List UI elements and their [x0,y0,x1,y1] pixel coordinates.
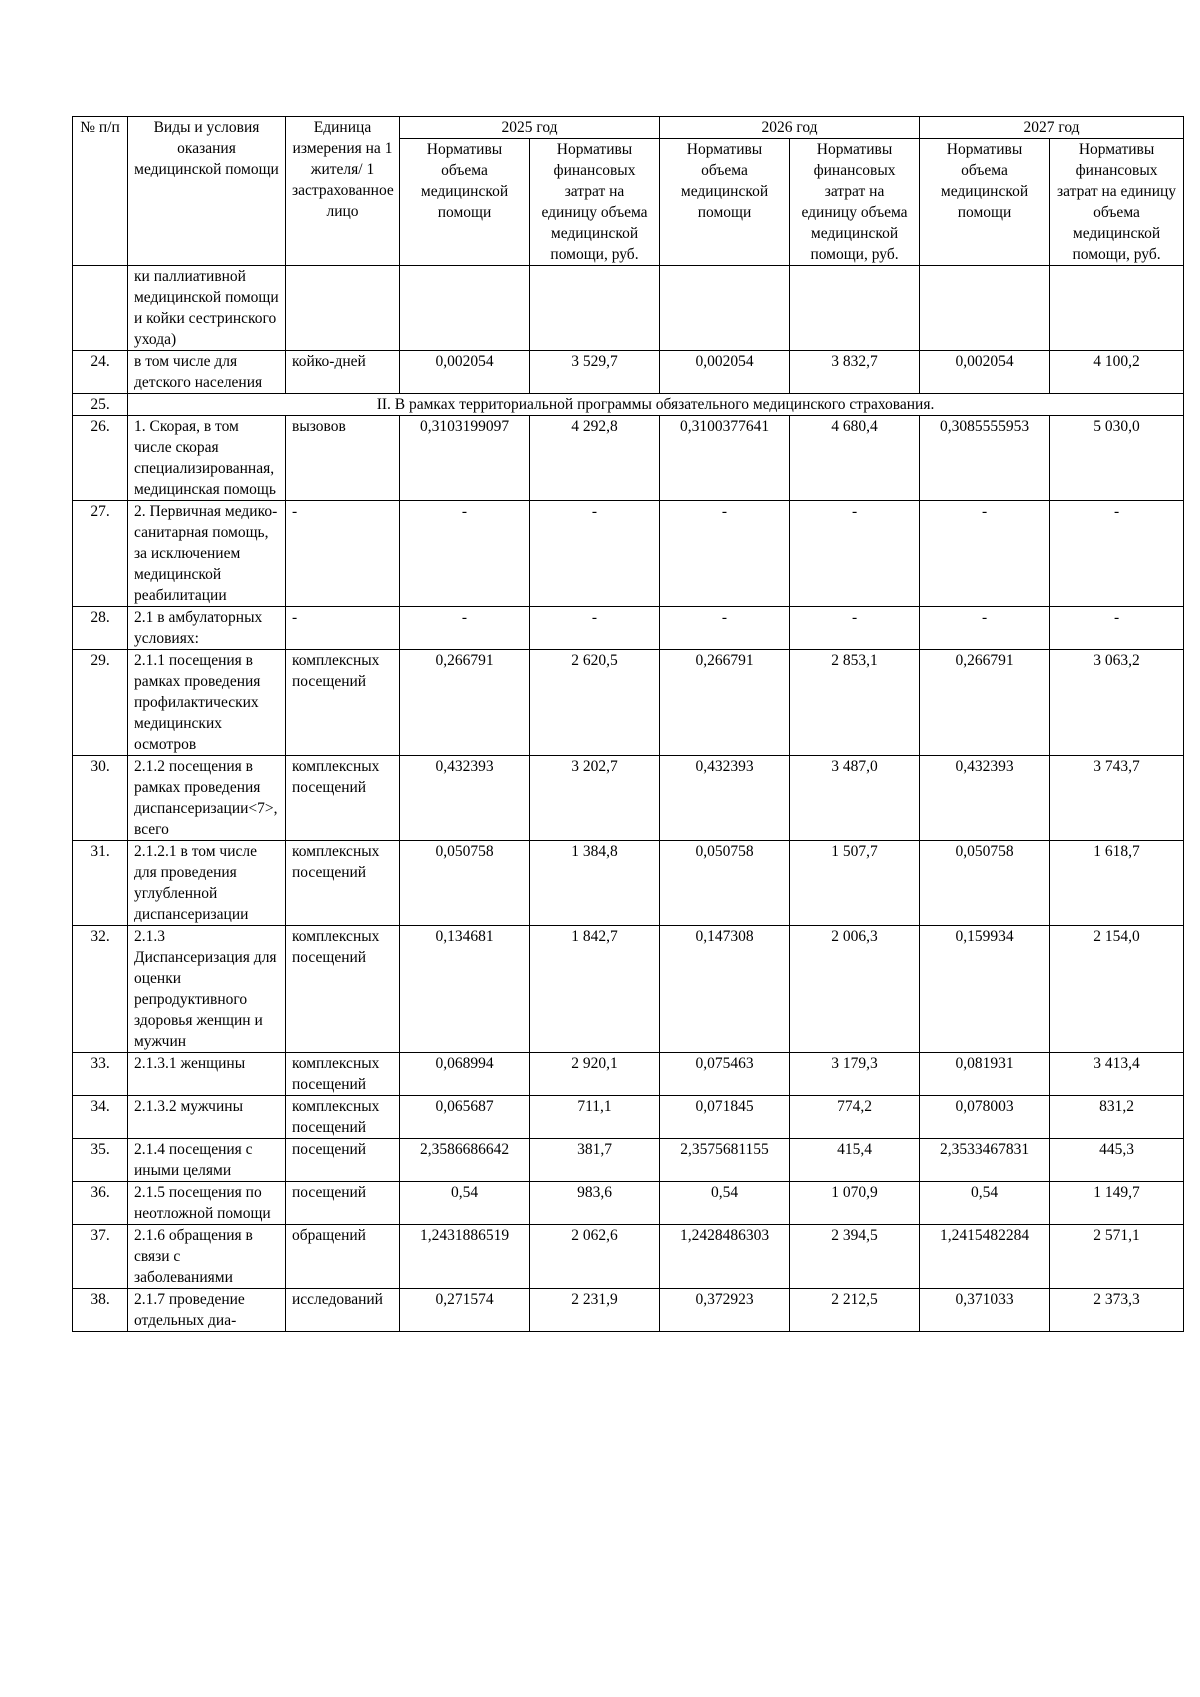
header-cost-2027: Нормативы финансовых затрат на единицу объема медицинской помощи, руб. [1050,139,1184,266]
volume-2025-cell: 0,065687 [400,1096,530,1139]
section-heading: II. В рамках территориальной программы обязательного медицинского страхования. [128,394,1184,416]
cost-2025-cell: 2 062,6 [530,1225,660,1289]
row-number: 25. [73,394,128,416]
unit-cell: комплексных посещений [286,650,400,756]
volume-2027-cell: 1,2415482284 [920,1225,1050,1289]
table-row [73,1289,1184,1332]
cost-2027-cell [1050,266,1184,351]
unit-cell: вызовов [286,416,400,501]
cost-2026-cell: - [790,501,920,607]
row-number: 29. [73,650,128,756]
volume-2026-cell: - [660,607,790,650]
volume-2025-cell: 0,54 [400,1182,530,1225]
volume-2027-cell: 0,081931 [920,1053,1050,1096]
cost-2027-cell: 3 413,4 [1050,1053,1184,1096]
cost-2026-cell [790,266,920,351]
unit-cell: посещений [286,1139,400,1182]
table-row [73,607,1184,650]
row-number: 30. [73,756,128,841]
volume-2026-cell: 0,075463 [660,1053,790,1096]
volume-2025-cell: 0,266791 [400,650,530,756]
cost-2027-cell: 1 149,7 [1050,1182,1184,1225]
cost-2026-cell: 2 394,5 [790,1225,920,1289]
table-row [73,1225,1184,1289]
volume-2026-cell: 0,3100377641 [660,416,790,501]
volume-2025-cell: - [400,501,530,607]
volume-2025-cell [400,266,530,351]
care-type-cell: в том числе для детского населения [128,351,286,394]
norms-table [72,116,1184,1332]
volume-2027-cell: 0,266791 [920,650,1050,756]
volume-2025-cell: 2,3586686642 [400,1139,530,1182]
cost-2025-cell: 983,6 [530,1182,660,1225]
volume-2025-cell: - [400,607,530,650]
cost-2026-cell: 415,4 [790,1139,920,1182]
cost-2025-cell: 4 292,8 [530,416,660,501]
cost-2026-cell: 4 680,4 [790,416,920,501]
cost-2027-cell: 445,3 [1050,1139,1184,1182]
cost-2025-cell: 1 384,8 [530,841,660,926]
row-number: 26. [73,416,128,501]
header-volume-2026: Нормативы объема медицинской помощи [660,139,790,266]
header-unit: Единица измерения на 1 жителя/ 1 застрахованное лицо [286,117,400,266]
volume-2026-cell: - [660,501,790,607]
care-type-cell: 2.1.2 посещения в рамках проведения диспансеризации<7>, всего [128,756,286,841]
volume-2025-cell: 0,3103199097 [400,416,530,501]
volume-2027-cell: 0,159934 [920,926,1050,1053]
volume-2026-cell: 0,050758 [660,841,790,926]
header-year-2026: 2026 год [660,117,920,139]
volume-2025-cell: 0,432393 [400,756,530,841]
volume-2026-cell: 0,54 [660,1182,790,1225]
cost-2025-cell [530,266,660,351]
care-type-cell: 2.1.3 Диспансеризация для оценки репродуктивного здоровья женщин и мужчин [128,926,286,1053]
cost-2027-cell: 2 571,1 [1050,1225,1184,1289]
table-row [73,1096,1184,1139]
cost-2027-cell: 4 100,2 [1050,351,1184,394]
header-cost-2026: Нормативы финансовых затрат на единицу объема медицинской помощи, руб. [790,139,920,266]
cost-2027-cell: 2 373,3 [1050,1289,1184,1332]
volume-2027-cell: 0,54 [920,1182,1050,1225]
volume-2026-cell: 2,3575681155 [660,1139,790,1182]
unit-cell: посещений [286,1182,400,1225]
table-row [73,756,1184,841]
table-row [73,926,1184,1053]
row-number: 33. [73,1053,128,1096]
volume-2027-cell: 0,002054 [920,351,1050,394]
volume-2026-cell: 0,147308 [660,926,790,1053]
volume-2027-cell: 0,078003 [920,1096,1050,1139]
table-row [73,501,1184,607]
cost-2027-cell: 3 063,2 [1050,650,1184,756]
row-number: 38. [73,1289,128,1332]
cost-2025-cell: - [530,501,660,607]
unit-cell: койко-дней [286,351,400,394]
volume-2025-cell: 1,2431886519 [400,1225,530,1289]
volume-2026-cell: 0,266791 [660,650,790,756]
cost-2025-cell: 1 842,7 [530,926,660,1053]
care-type-cell: 2.1.5 посещения по неотложной помощи [128,1182,286,1225]
row-number: 28. [73,607,128,650]
care-type-cell: 2.1.1 посещения в рамках проведения профилактических медицинских осмотров [128,650,286,756]
table-row [73,650,1184,756]
header-cost-2025: Нормативы финансовых затрат на единицу объема медицинской помощи, руб. [530,139,660,266]
volume-2027-cell: - [920,501,1050,607]
row-number: 27. [73,501,128,607]
cost-2026-cell: 1 507,7 [790,841,920,926]
cost-2025-cell: 2 920,1 [530,1053,660,1096]
cost-2027-cell: 2 154,0 [1050,926,1184,1053]
volume-2026-cell: 0,002054 [660,351,790,394]
unit-cell: комплексных посещений [286,1096,400,1139]
header-year-2027: 2027 год [920,117,1184,139]
cost-2027-cell: 831,2 [1050,1096,1184,1139]
table-row [73,1139,1184,1182]
cost-2026-cell: 3 487,0 [790,756,920,841]
cost-2025-cell: 3 529,7 [530,351,660,394]
row-number: 34. [73,1096,128,1139]
volume-2025-cell: 0,068994 [400,1053,530,1096]
unit-cell: исследований [286,1289,400,1332]
row-number: 32. [73,926,128,1053]
cost-2027-cell: - [1050,501,1184,607]
volume-2027-cell: 0,371033 [920,1289,1050,1332]
table-row [73,1053,1184,1096]
table-row [73,841,1184,926]
volume-2025-cell: 0,002054 [400,351,530,394]
cost-2027-cell: - [1050,607,1184,650]
table-row [73,351,1184,394]
row-number: 31. [73,841,128,926]
volume-2025-cell: 0,050758 [400,841,530,926]
volume-2027-cell: 0,050758 [920,841,1050,926]
header-volume-2025: Нормативы объема медицинской помощи [400,139,530,266]
volume-2025-cell: 0,271574 [400,1289,530,1332]
unit-cell: - [286,607,400,650]
care-type-cell: 2. Первичная медико-санитарная помощь, за исключением медицинской реабилитации [128,501,286,607]
header-care-type: Виды и условия оказания медицинской помощи [128,117,286,266]
header-year-2025: 2025 год [400,117,660,139]
cost-2025-cell: - [530,607,660,650]
row-number: 37. [73,1225,128,1289]
volume-2026-cell: 0,432393 [660,756,790,841]
document-page [72,116,1183,1332]
cost-2025-cell: 3 202,7 [530,756,660,841]
unit-cell: - [286,501,400,607]
volume-2027-cell: 2,3533467831 [920,1139,1050,1182]
volume-2026-cell: 0,071845 [660,1096,790,1139]
care-type-cell: 2.1 в амбулаторных условиях: [128,607,286,650]
cost-2025-cell: 2 620,5 [530,650,660,756]
row-number [73,266,128,351]
cost-2026-cell: - [790,607,920,650]
table-body [73,266,1184,1332]
cost-2025-cell: 2 231,9 [530,1289,660,1332]
volume-2025-cell: 0,134681 [400,926,530,1053]
cost-2027-cell: 1 618,7 [1050,841,1184,926]
table-row [73,266,1184,351]
care-type-cell: 2.1.4 посещения с иными целями [128,1139,286,1182]
unit-cell: обращений [286,1225,400,1289]
cost-2026-cell: 2 853,1 [790,650,920,756]
cost-2027-cell: 5 030,0 [1050,416,1184,501]
table-row [73,394,1184,416]
unit-cell [286,266,400,351]
unit-cell: комплексных посещений [286,841,400,926]
row-number: 36. [73,1182,128,1225]
table-row [73,416,1184,501]
cost-2026-cell: 3 179,3 [790,1053,920,1096]
volume-2027-cell: 0,432393 [920,756,1050,841]
cost-2026-cell: 774,2 [790,1096,920,1139]
unit-cell: комплексных посещений [286,756,400,841]
volume-2027-cell: - [920,607,1050,650]
care-type-cell: 1. Скорая, в том числе скорая специализированная, медицинская помощь [128,416,286,501]
volume-2027-cell [920,266,1050,351]
cost-2025-cell: 381,7 [530,1139,660,1182]
header-volume-2027: Нормативы объема медицинской помощи [920,139,1050,266]
unit-cell: комплексных посещений [286,1053,400,1096]
cost-2025-cell: 711,1 [530,1096,660,1139]
table-row [73,1182,1184,1225]
header-number: № п/п [73,117,128,266]
cost-2027-cell: 3 743,7 [1050,756,1184,841]
row-number: 35. [73,1139,128,1182]
volume-2026-cell [660,266,790,351]
care-type-cell: 2.1.2.1 в том числе для проведения углубленной диспансеризации [128,841,286,926]
cost-2026-cell: 3 832,7 [790,351,920,394]
care-type-cell: ки паллиативной медицинской помощи и койки сестринского ухода) [128,266,286,351]
cost-2026-cell: 2 212,5 [790,1289,920,1332]
cost-2026-cell: 1 070,9 [790,1182,920,1225]
care-type-cell: 2.1.3.2 мужчины [128,1096,286,1139]
cost-2026-cell: 2 006,3 [790,926,920,1053]
care-type-cell: 2.1.3.1 женщины [128,1053,286,1096]
care-type-cell: 2.1.6 обращения в связи с заболеваниями [128,1225,286,1289]
volume-2026-cell: 1,2428486303 [660,1225,790,1289]
unit-cell: комплексных посещений [286,926,400,1053]
header-row-years [73,117,1184,139]
volume-2026-cell: 0,372923 [660,1289,790,1332]
volume-2027-cell: 0,3085555953 [920,416,1050,501]
care-type-cell: 2.1.7 проведение отдельных диа- [128,1289,286,1332]
row-number: 24. [73,351,128,394]
